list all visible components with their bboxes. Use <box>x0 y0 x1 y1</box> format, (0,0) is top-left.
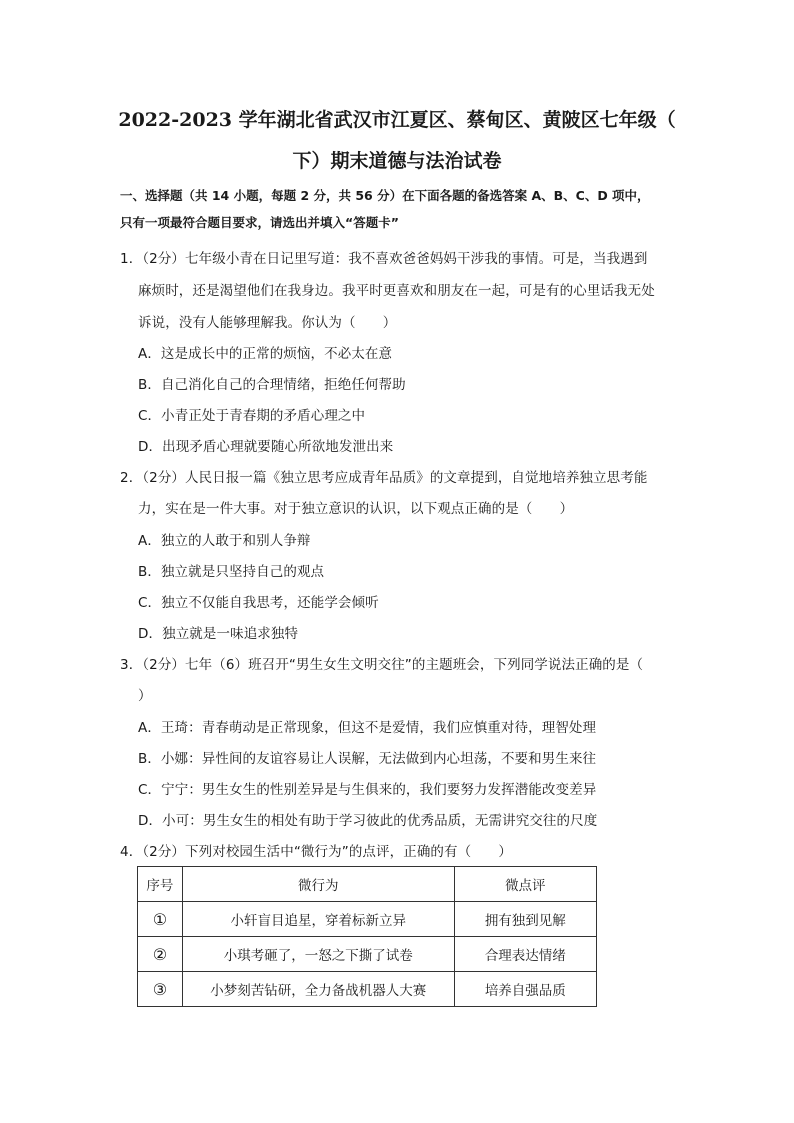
question-3-option-a: A．王琦：青春萌动是正常现象，但这不是爱情，我们应慎重对待，理智处理 <box>138 720 597 736</box>
question-2-option-b: B．独立就是只坚持自己的观点 <box>138 564 325 580</box>
question-3-option-b: B．小娜：异性间的友谊容易让人误解，无法做到内心坦荡，不要和男生来往 <box>138 751 597 767</box>
question-1-stem-cont: 麻烦时，还是渴望他们在我身边。我平时更喜欢和朋友在一起，可是有的心里话我无处 <box>138 283 655 299</box>
table-cell-number: ③ <box>138 972 183 1007</box>
question-1-option-c: C．小青正处于青春期的矛盾心理之中 <box>138 408 366 424</box>
section-instructions <box>120 182 680 236</box>
table-cell-comment: 拥有独到见解 <box>454 902 596 937</box>
question-3-option-c: C．宁宁：男生女生的性别差异是与生俱来的，我们要努力发挥潜能改变差异 <box>138 782 597 798</box>
table-cell-comment: 培养自强品质 <box>454 972 596 1007</box>
table-row <box>138 972 597 1007</box>
section-instructions-line-1: 一、选择题（共 14 小题，每题 2 分，共 56 分）在下面各题的备选答案 A、B、C、D 项中， <box>120 188 650 203</box>
section-instructions-line-2: 只有一项最符合题目要求，请选出并填入“答题卡” <box>120 215 399 230</box>
question-1-stem: 1．（2分）七年级小青在日记里写道：我不喜欢爸爸妈妈干涉我的事情。可是，当我遇到 <box>120 251 648 267</box>
question-2-stem-cont: 力，实在是一件大事。对于独立意识的认识，以下观点正确的是（ ） <box>138 501 574 517</box>
question-4-stem: 4．（2分）下列对校园生活中“微行为”的点评，正确的有（ ） <box>120 844 513 860</box>
table-row <box>138 902 597 937</box>
table-header-row <box>138 867 597 902</box>
question-2-stem: 2．（2分）人民日报一篇《独立思考应成青年品质》的文章提到，自觉地培养独立思考能 <box>120 470 648 486</box>
question-1-option-a: A．这是成长中的正常的烦恼，不必太在意 <box>138 346 393 362</box>
question-3-option-d: D．小可：男生女生的相处有助于学习彼此的优秀品质，无需讲究交往的尺度 <box>138 813 598 829</box>
question-3-stem: 3．（2分）七年（6）班召开“男生女生文明交往”的主题班会，下列同学说法正确的是（ <box>120 657 644 673</box>
question-4-table <box>137 866 597 1007</box>
question-1-option-d: D．出现矛盾心理就要随心所欲地发泄出来 <box>138 439 394 455</box>
table-cell-behavior: 小轩盲目追星，穿着标新立异 <box>182 902 454 937</box>
table-header-cell: 序号 <box>138 867 183 902</box>
question-2-option-d: D．独立就是一味追求独特 <box>138 626 299 642</box>
question-2-option-c: C．独立不仅能自我思考，还能学会倾听 <box>138 595 379 611</box>
table-cell-comment: 合理表达情绪 <box>454 937 596 972</box>
question-2-option-a: A．独立的人敢于和别人争辩 <box>138 533 311 549</box>
table-cell-number: ① <box>138 902 183 937</box>
exam-title-line-2: 下）期末道德与法治试卷 <box>292 150 502 172</box>
table-cell-behavior: 小梦刻苦钻研，全力备战机器人大赛 <box>182 972 454 1007</box>
exam-title-line-1: 2022-2023 学年湖北省武汉市江夏区、蔡甸区、黄陂区七年级（ <box>118 109 676 131</box>
question-3-stem-cont: ） <box>138 688 152 704</box>
question-1-option-b: B．自己消化自己的合理情绪，拒绝任何帮助 <box>138 377 406 393</box>
table-header-cell: 微点评 <box>454 867 596 902</box>
table-header-cell: 微行为 <box>182 867 454 902</box>
table-cell-number: ② <box>138 937 183 972</box>
question-1-stem-cont: 诉说，没有人能够理解我。你认为（ ） <box>138 315 397 331</box>
table-cell-behavior: 小琪考砸了，一怒之下撕了试卷 <box>182 937 454 972</box>
table-row <box>138 937 597 972</box>
